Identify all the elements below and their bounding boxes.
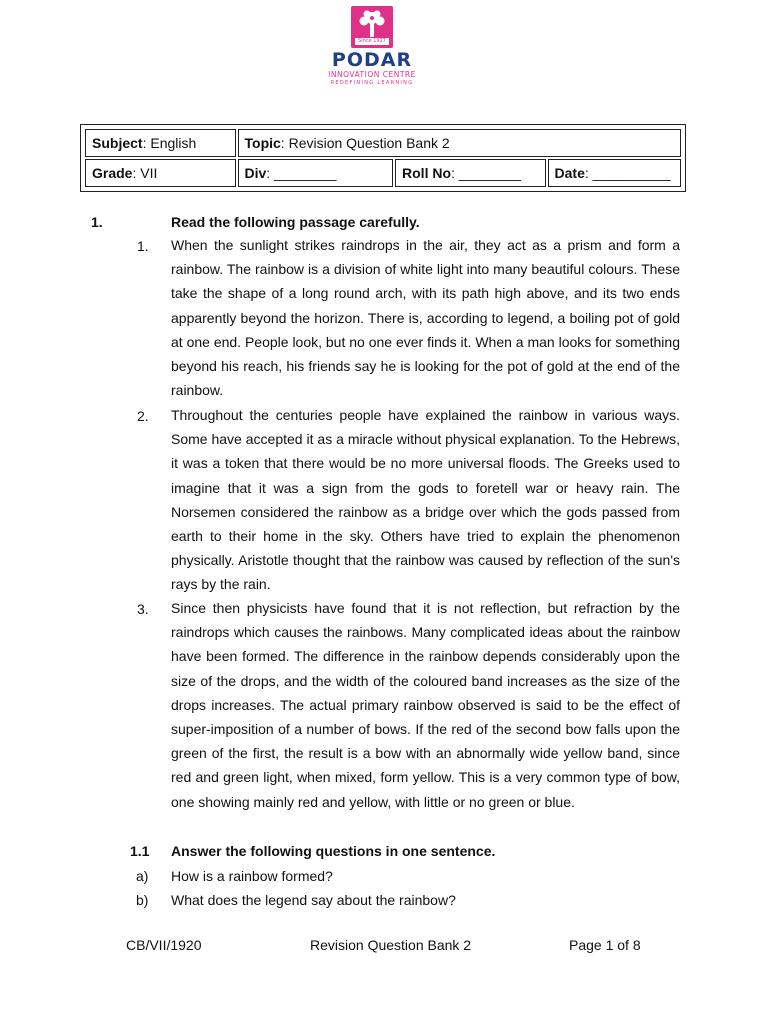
subject-label: Subject [92, 135, 143, 151]
podar-logo [322, 6, 422, 88]
div-cell: Div: ________ [238, 159, 394, 187]
subquestion-instruction: Answer the following questions in one sentence. [171, 843, 496, 859]
logo-subtitle: INNOVATION CENTRE [328, 70, 416, 79]
question-item-label: a) [136, 868, 149, 884]
subquestion-number: 1.1 [130, 843, 150, 859]
footer-code: CB/VII/1920 [126, 937, 202, 953]
passage-paragraph: Since then physicists have found that it is not reflection, but refraction by the raindrops which causes the rainbows. Many complicated ideas about the rainbow have been formed. The difference in the rainbow depends considerably upon the size of the drops, and the width of the coloured band increases as the size of the drops increases. The actual primary rainbow observed is said to be the effect of super-imposition of a number of bows. If the red of the second bow falls upon the green of the first, the result is a bow with an abnormally wide yellow band, since red and green light, when mixed, form yellow. This is a very common type of bow, one showing mainly red and yellow, with little or no green or blue. [171, 600, 680, 810]
grade-cell: Grade: VII [85, 159, 236, 187]
question-item-label: b) [136, 892, 149, 908]
subject-value: English [150, 135, 197, 151]
tree-emblem [351, 6, 393, 48]
subject-cell: Subject: English [85, 129, 236, 157]
topic-cell: Topic: Revision Question Bank 2 [238, 129, 682, 157]
date-cell: Date: __________ [548, 159, 681, 187]
paragraph-number: 2. [137, 408, 149, 424]
question-number: 1. [91, 214, 103, 230]
passage-paragraph: Throughout the centuries people have explained the rainbow in various ways. Some have accepted it as a miracle without physical explanation. To the Hebrews, it was a token that there would be no more universal floods. The Greeks used to imagine that it was a sign from the gods to foretell war or heavy rain. The Norsemen considered the rainbow as a bridge over which the gods passed from earth to their home in the sky. Others have tried to explain the phenomenon physically. Aristotle thought that the rainbow was caused by reflection of the sun's rays by the rain. [171, 407, 680, 593]
div-value: ________ [274, 165, 337, 181]
question-item: How is a rainbow formed? [171, 868, 333, 884]
roll-cell: Roll No: ________ [395, 159, 546, 187]
logo-tagline: REDEFINING LEARNING [330, 80, 414, 86]
topic-label: Topic [244, 135, 281, 151]
footer-title: Revision Question Bank 2 [310, 937, 472, 953]
question-instruction: Read the following passage carefully. [171, 214, 420, 230]
date-label: Date [554, 165, 585, 181]
topic-value: Revision Question Bank 2 [288, 135, 450, 151]
logo-name: PODAR [331, 49, 413, 71]
question-item: What does the legend say about the rainbow? [171, 892, 456, 908]
logo-since: Since 1927 [355, 38, 389, 45]
page-number: Page 1 of 8 [569, 937, 641, 953]
roll-label: Roll No [402, 165, 452, 181]
header-table [80, 124, 686, 192]
date-value: __________ [592, 165, 671, 181]
passage-paragraph: When the sunlight strikes raindrops in the air, they act as a prism and form a rainbow. The rainbow is a division of white light into many beautiful colours. These take the shape of a long round arch, with its path high above, and its two ends apparently beyond the horizon. There is, according to legend, a boiling pot of gold at one end. People look, but no one ever finds it. When a man looks for something beyond his reach, his friends say he is looking for the pot of gold at the end of the rainbow. [171, 237, 680, 399]
div-label: Div [244, 165, 267, 181]
grade-value: VII [140, 165, 158, 181]
roll-value: ________ [458, 165, 522, 181]
paragraph-number: 1. [137, 238, 149, 254]
grade-label: Grade [92, 165, 133, 181]
paragraph-number: 3. [137, 601, 149, 617]
